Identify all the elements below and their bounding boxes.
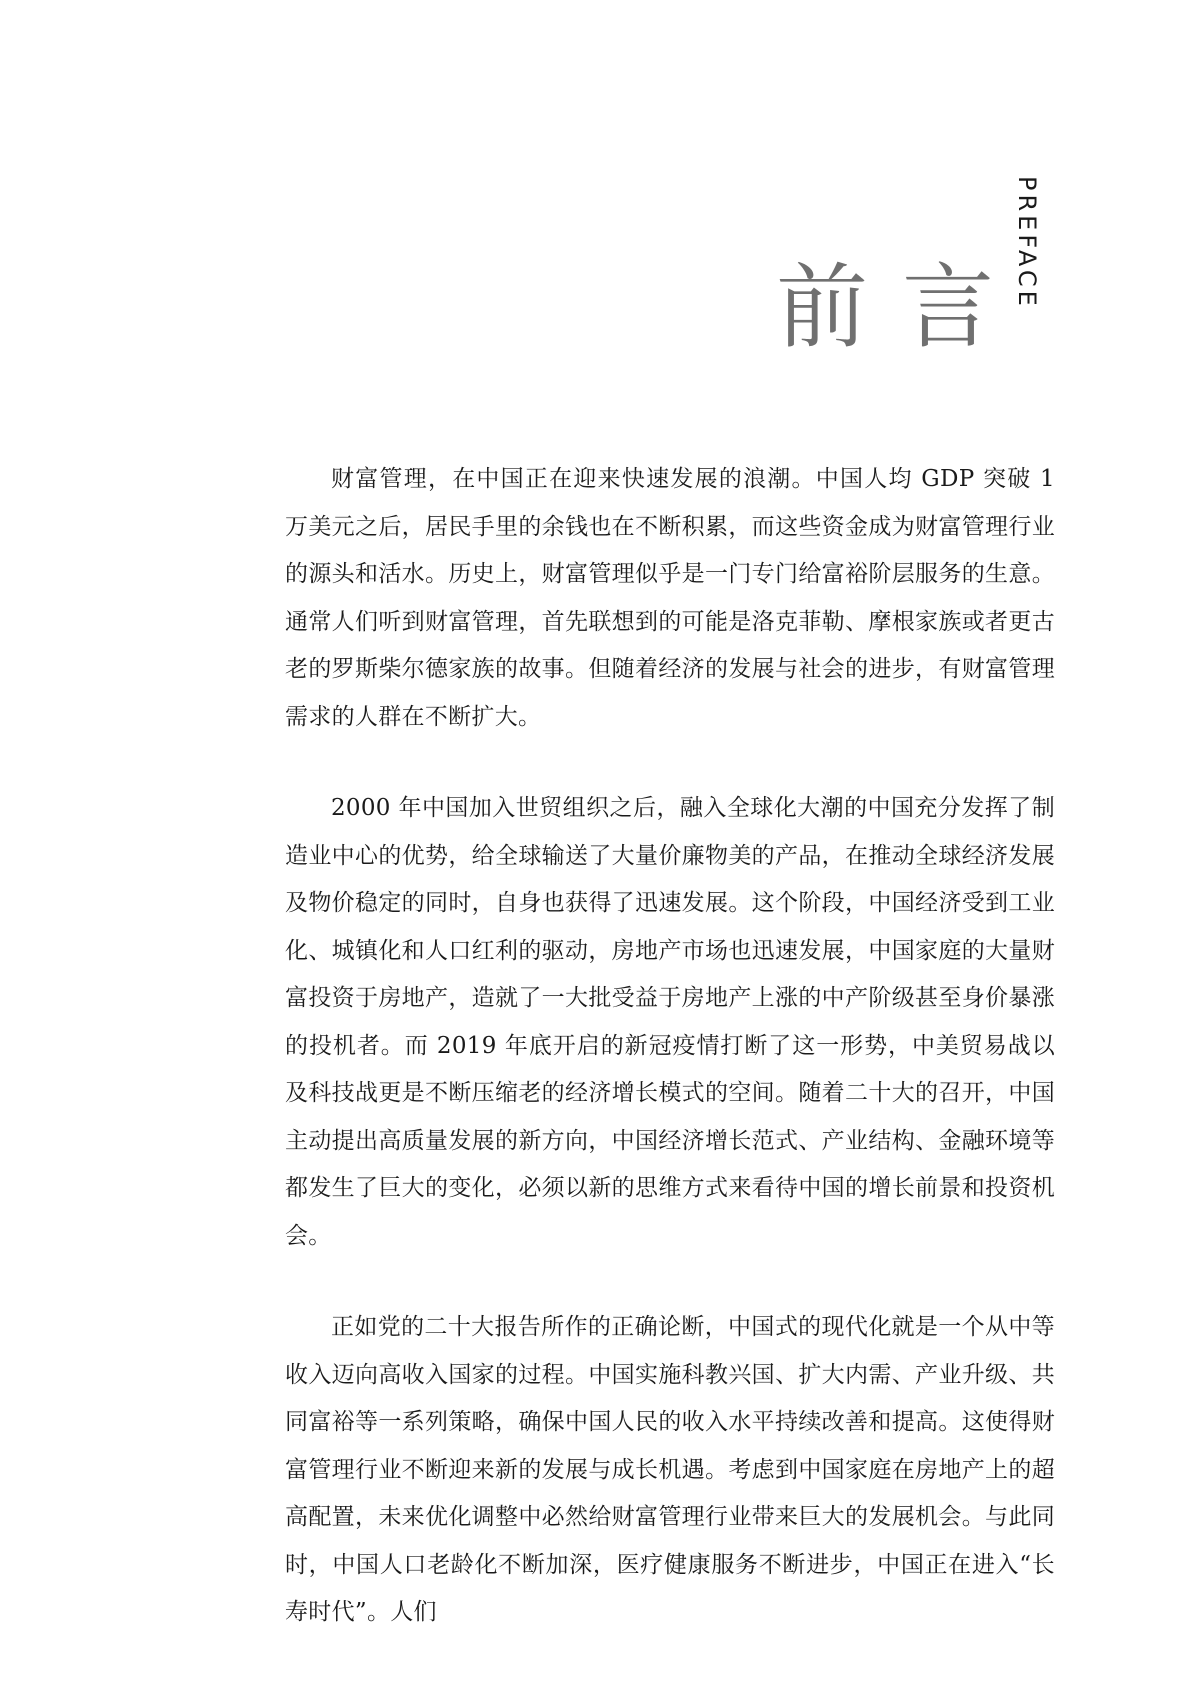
body-text (285, 456, 1055, 1637)
page-title: 前言 (776, 254, 1029, 361)
paragraph: 2000 年中国加入世贸组织之后，融入全球化大潮的中国充分发挥了制造业中心的优势，给全球输送了大量价廉物美的产品，在推动全球经济发展及物价稳定的同时，自身也获得了迅速发展。这个阶段，中国经济受到工业化、城镇化和人口红利的驱动，房地产市场也迅速发展，中国家庭的大量财富投资于房地产，造就了一大批受益于房地产上涨的中产阶级甚至身价暴涨的投机者。而 2019 年底开启的新冠疫情打断了这一形势，中美贸易战以及科技战更是不断压缩老的经济增长模式的空间。随着二十大的召开，中国主动提出高质量发展的新方向，中国经济增长范式、产业结构、金融环境等都发生了巨大的变化，必须以新的思维方式来看待中国的增长前景和投资机会。 (285, 795, 1055, 1249)
paragraph: 正如党的二十大报告所作的正确论断，中国式的现代化就是一个从中等收入迈向高收入国家的过程。中国实施科教兴国、扩大内需、产业升级、共同富裕等一系列策略，确保中国人民的收入水平持续改善和提高。这使得财富管理行业不断迎来新的发展与成长机遇。考虑到中国家庭在房地产上的超高配置，未来优化调整中必然给财富管理行业带来巨大的发展机会。与此同时，中国人口老龄化不断加深，医疗健康服务不断进步，中国正在进入“长寿时代”。人们 (285, 1314, 1055, 1625)
paragraph: 财富管理，在中国正在迎来快速发展的浪潮。中国人均 GDP 突破 1 万美元之后，居民手里的余钱也在不断积累，而这些资金成为财富管理行业的源头和活水。历史上，财富管理似乎是一门专门给富裕阶层服务的生意。通常人们听到财富管理，首先联想到的可能是洛克菲勒、摩根家族或者更古老的罗斯柴尔德家族的故事。但随着经济的发展与社会的进步，有财富管理需求的人群在不断扩大。 (285, 466, 1055, 730)
heading (776, 254, 1029, 368)
page-title-english: PREFACE (1013, 176, 1041, 310)
